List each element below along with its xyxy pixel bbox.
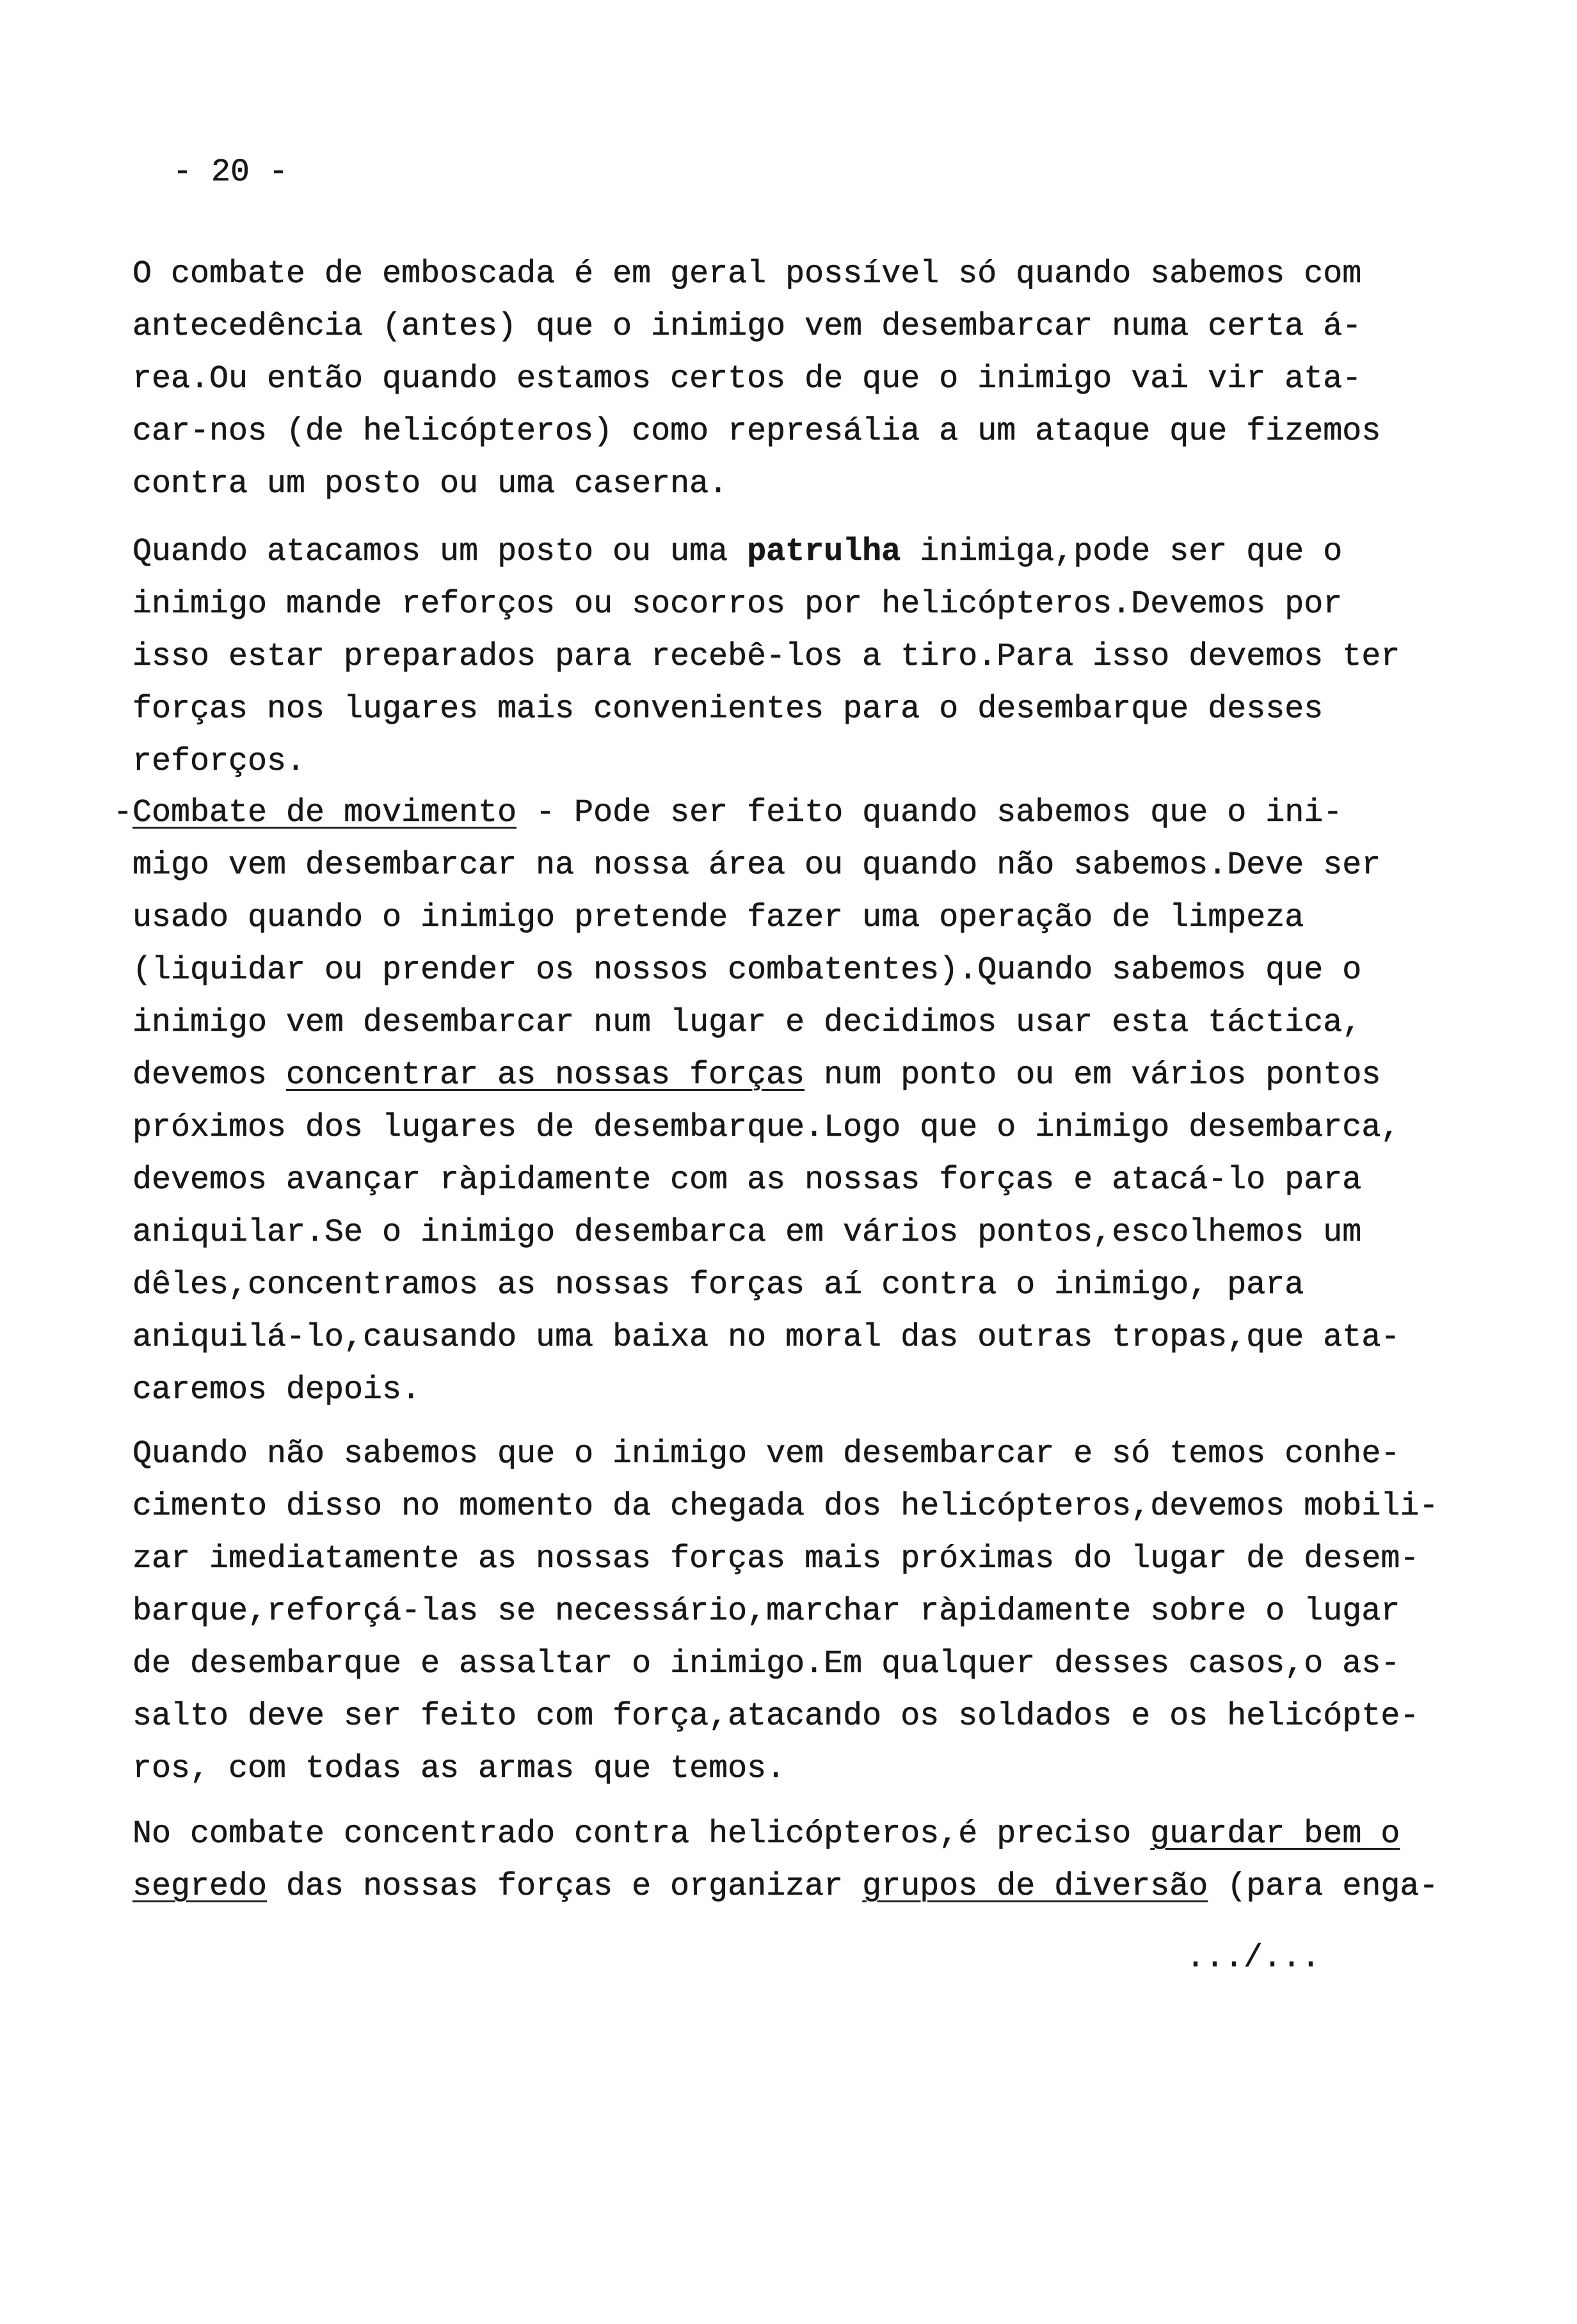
text-line: (liquidar ou prender os nossos combatentes).Quando sabemos que o: [132, 952, 1362, 989]
text-segment: (para enga-: [1208, 1868, 1439, 1905]
text-line: cimento disso no momento da chegada dos helicópteros,devemos mobili-: [132, 1488, 1439, 1525]
text-line: dêles,concentramos as nossas forças aí contra o inimigo, para: [132, 1267, 1304, 1303]
text-line: car-nos (de helicópteros) como represália a um ataque que fizemos: [132, 413, 1381, 450]
paragraph-5: [132, 1808, 1438, 1913]
paragraph-2: [132, 526, 1400, 788]
text-line: salto deve ser feito com força,atacando os soldados e os helicópte-: [132, 1698, 1420, 1735]
underlined-text: grupos de diversão: [862, 1868, 1208, 1905]
text-segment: inimiga,pode ser que o: [901, 534, 1343, 570]
text-line: próximos dos lugares de desembarque.Logo que o inimigo desembarca,: [132, 1110, 1400, 1146]
text-line: inimigo vem desembarcar num lugar e decidimos usar esta táctica,: [132, 1005, 1362, 1041]
text-line: [132, 1808, 1438, 1861]
text-line: reforços.: [132, 744, 306, 780]
continuation-mark: .../...: [1186, 1940, 1321, 1977]
text-line: barque,reforçá-las se necessário,marchar ràpidamente sobre o lugar: [132, 1593, 1400, 1630]
text-segment: -: [113, 795, 133, 831]
paragraph-4: [132, 1428, 1438, 1795]
text-line: de desembarque e assaltar o inimigo.Em qualquer desses casos,o as-: [132, 1646, 1400, 1682]
text-line: antecedência (antes) que o inimigo vem desembarcar numa certa á-: [132, 308, 1362, 345]
text-line: migo vem desembarcar na nossa área ou quando não sabemos.Deve ser: [132, 847, 1381, 884]
text-line: [132, 526, 1400, 578]
text-line: caremos depois.: [132, 1372, 421, 1408]
text-line: ros, com todas as armas que temos.: [132, 1751, 786, 1787]
text-line: usado quando o inimigo pretende fazer uma operação de limpeza: [132, 900, 1304, 936]
underlined-text: segredo: [132, 1868, 268, 1905]
text-line: forças nos lugares mais convenientes para o desembarque desses: [132, 691, 1324, 728]
text-line: [132, 1049, 1400, 1102]
page-number: - 20 -: [173, 154, 289, 191]
underlined-text: concentrar as nossas forças: [286, 1057, 805, 1094]
text-line: [113, 787, 1400, 840]
text-line: Quando não sabemos que o inimigo vem desembarcar e só temos conhe-: [132, 1436, 1400, 1472]
text-segment: devemos: [132, 1057, 287, 1094]
text-line: [132, 1861, 1438, 1913]
text-line: zar imediatamente as nossas forças mais próximas do lugar de desem-: [132, 1541, 1420, 1577]
text-line: aniquilá-lo,causando uma baixa no moral das outras tropas,que ata-: [132, 1319, 1400, 1356]
text-line: aniquilar.Se o inimigo desembarca em vários pontos,escolhemos um: [132, 1214, 1362, 1251]
text-segment: No combate concentrado contra helicópteros,é preciso: [132, 1816, 1151, 1852]
text-line: O combate de emboscada é em geral possível só quando sabemos com: [132, 256, 1362, 292]
paragraph-1: [132, 248, 1381, 511]
paragraph-3: [113, 787, 1400, 1417]
text-segment: num ponto ou em vários pontos: [805, 1057, 1381, 1094]
bold-text: patrulha: [747, 534, 901, 570]
text-line: rea.Ou então quando estamos certos de que o inimigo vai vir ata-: [132, 361, 1362, 397]
text-line: devemos avançar ràpidamente com as nossas forças e atacá-lo para: [132, 1162, 1362, 1198]
text-segment: das nossas forças e organizar: [267, 1868, 863, 1905]
text-line: isso estar preparados para recebê-los a tiro.Para isso devemos ter: [132, 639, 1400, 675]
text-line: contra um posto ou uma caserna.: [132, 466, 728, 502]
text-segment: - Pode ser feito quando sabemos que o ini-: [516, 795, 1343, 831]
text-segment: Quando atacamos um posto ou uma: [132, 534, 748, 570]
underlined-heading: Combate de movimento: [132, 795, 517, 831]
underlined-text: guardar bem o: [1150, 1816, 1400, 1852]
text-line: inimigo mande reforços ou socorros por helicópteros.Devemos por: [132, 586, 1343, 623]
